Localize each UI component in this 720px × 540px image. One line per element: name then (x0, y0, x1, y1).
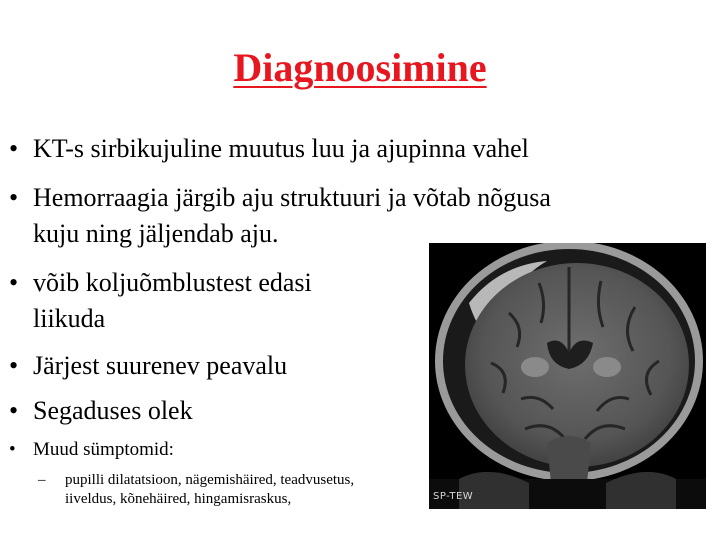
bullet-marker: • (9, 268, 19, 297)
bullet-text: võib koljuõmblustest edasi (33, 268, 312, 297)
basal-ganglia-left (521, 357, 549, 377)
bullet-text: kuju ning jäljendab aju. (33, 219, 279, 248)
bullet-text: liikuda (33, 304, 106, 333)
bullet-marker: • (9, 439, 16, 460)
image-watermark: SP-TEW (433, 491, 474, 502)
mri-brain-drawing (429, 243, 706, 509)
sub-bullet-text: pupilli dilatatsioon, nägemishäired, teadvusetus, (65, 472, 355, 488)
bullet-marker: • (9, 183, 19, 212)
lower-right-tissue (606, 472, 676, 509)
bullet-marker: • (9, 134, 19, 163)
mri-brain-image (429, 243, 706, 509)
dash-marker: – (38, 472, 46, 488)
bullet-text: Järjest suurenev peavalu (33, 351, 288, 380)
slide-title: Diagnoosimine (233, 45, 487, 90)
bullet-text: Segaduses olek (33, 396, 193, 425)
bullet-text: Muud sümptomid: (33, 439, 174, 460)
sub-bullet-text: iiveldus, kõnehäired, hingamisraskus, (65, 491, 292, 507)
bullet-marker: • (9, 396, 19, 425)
bullet-text: KT-s sirbikujuline muutus luu ja ajupinna vahel (33, 134, 529, 163)
basal-ganglia-right (593, 357, 621, 377)
bullet-marker: • (9, 351, 19, 380)
bullet-text: Hemorraagia järgib aju struktuuri ja võtab nõgusa (33, 183, 551, 212)
